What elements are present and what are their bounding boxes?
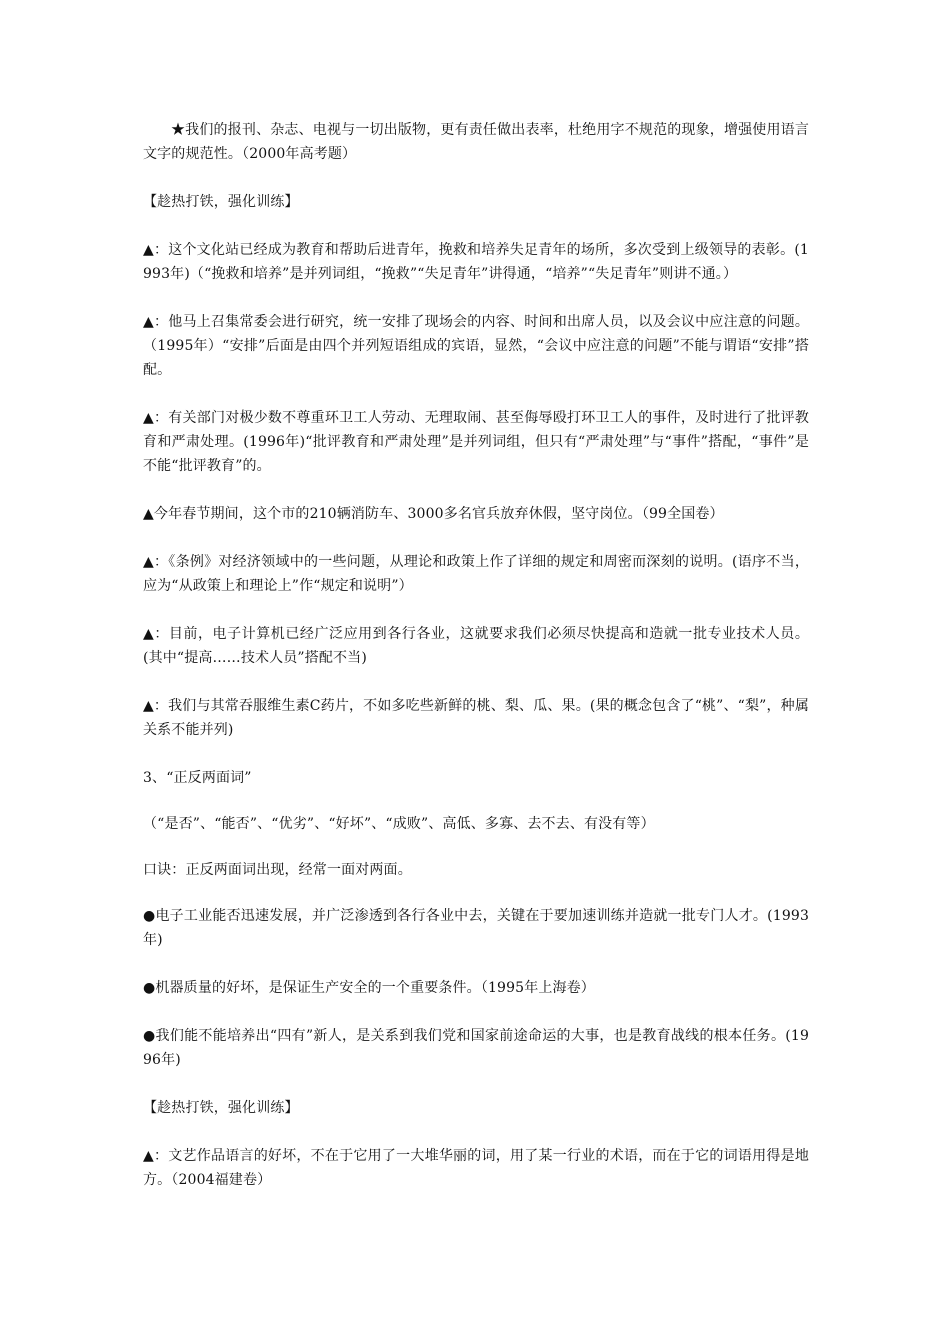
exercise-paragraph-1993: ▲：这个文化站已经成为教育和帮助后进青年，挽救和培养失足青年的场所，多次受到上级领导的表彰。(1993年)（“挽救和培养”是并列词组，“挽救”“失足青年”讲得通，“培养”“失足青年”则讲不通。） [143, 242, 809, 282]
example-paragraph-star: ★我们的报刊、杂志、电视与一切出版物，更有责任做出表率，杜绝用字不规范的现象，增强使用语言文字的规范性。（2000年高考题） [143, 122, 809, 162]
exercise-paragraph-regulation: ▲：《条例》对经济领域中的一些问题，从理论和政策上作了详细的规定和周密而深刻的说明。(语序不当，应为“从政策上和理论上”作“规定和说明”） [143, 554, 809, 594]
example-paragraph-electronics: ●电子工业能否迅速发展，并广泛渗透到各行各业中去，关键在于要加速训练并造就一批专门人才。(1993年) [143, 908, 809, 948]
exercise-paragraph-vitamin: ▲：我们与其常吞服维生素C药片，不如多吃些新鲜的桃、梨、瓜、果。(果的概念包含了“桃”、“梨”，种属关系不能并列) [143, 698, 809, 738]
exercise-paragraph-1996: ▲：有关部门对极少数不尊重环卫工人劳动、无理取闹、甚至侮辱殴打环卫工人的事件，及时进行了批评教育和严肃处理。(1996年)“批评教育和严肃处理”是并列词组，但只有“严肃处理”与“事件”搭配，“事件”是不能“批评教育”的。 [143, 410, 809, 474]
document-body [143, 118, 809, 1216]
exercise-paragraph-99: ▲今年春节期间，这个市的210辆消防车、3000多名官兵放弃休假，坚守岗位。（99全国卷） [143, 506, 724, 522]
section-heading-practice-2: 【趁热打铁，强化训练】 [143, 1100, 299, 1116]
word-list-paragraph: （“是否”、“能否”、“优劣”、“好坏”、“成败”、高低、多寡、去不去、有没有等） [143, 816, 655, 832]
exercise-paragraph-literature: ▲：文艺作品语言的好坏，不在于它用了一大堆华丽的词，用了某一行业的术语，而在于它的词语用得是地方。（2004福建卷） [143, 1148, 809, 1188]
exercise-paragraph-1995: ▲：他马上召集常委会进行研究，统一安排了现场会的内容、时间和出席人员，以及会议中应注意的问题。（1995年）“安排”后面是由四个并列短语组成的宾语，显然，“会议中应注意的问题”不能与谓语“安排”搭配。 [143, 314, 809, 378]
section-heading-practice: 【趁热打铁，强化训练】 [143, 194, 299, 210]
exercise-paragraph-computer: ▲：目前，电子计算机已经广泛应用到各行各业，这就要求我们必须尽快提高和造就一批专业技术人员。(其中“提高……技术人员”搭配不当) [143, 626, 809, 666]
section-heading-positive-negative: 3、“正反两面词” [143, 770, 252, 786]
mnemonic-paragraph: 口诀：正反两面词出现，经常一面对两面。 [143, 862, 412, 878]
example-paragraph-four-have: ●我们能不能培养出“四有”新人，是关系到我们党和国家前途命运的大事，也是教育战线的根本任务。(1996年) [143, 1028, 809, 1068]
example-paragraph-machine-quality: ●机器质量的好坏，是保证生产安全的一个重要条件。（1995年上海卷） [143, 980, 595, 996]
